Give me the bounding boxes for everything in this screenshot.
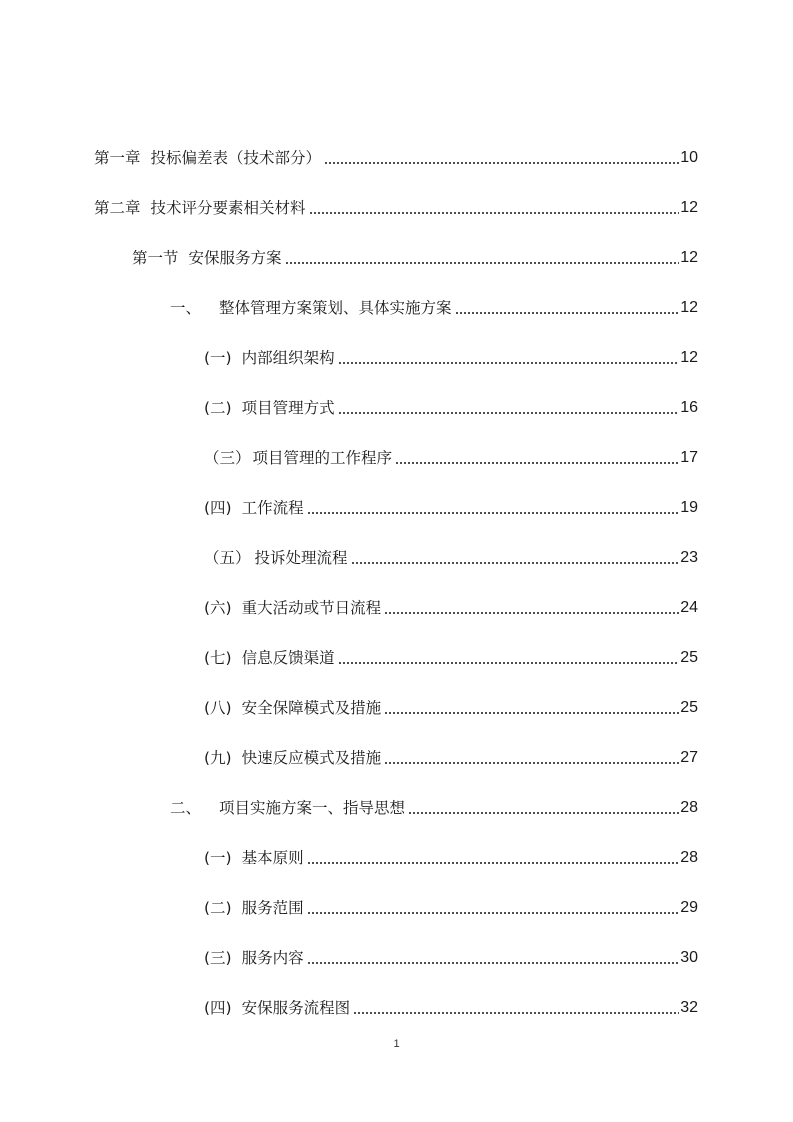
toc-entry-page: 29 (680, 899, 698, 916)
toc-entry[interactable] (204, 394, 698, 418)
toc-entry-page: 17 (680, 449, 698, 466)
toc-entry-page: 25 (680, 699, 698, 716)
toc-entry-number: （五） (204, 549, 251, 567)
dot-leader (338, 348, 680, 368)
toc-entry-number: (三) (204, 949, 232, 967)
toc-entry[interactable] (204, 894, 698, 918)
toc-entry-number: 一、 (170, 299, 202, 317)
toc-entry-number: 第一章 (94, 149, 141, 167)
toc-entry-title: 项目管理方式 (241, 399, 335, 417)
toc-entry[interactable] (204, 944, 698, 968)
toc-entry-title: 投标偏差表（技术部分） (150, 149, 322, 167)
dot-leader (309, 198, 680, 218)
toc-entry-number: (九) (204, 749, 232, 767)
dot-leader (338, 398, 680, 418)
toc-entry-page: 27 (680, 749, 698, 766)
toc-entry-title: 安全保障模式及措施 (241, 699, 382, 717)
toc-entry[interactable] (204, 744, 698, 768)
toc-entry-number: （三） (204, 449, 251, 467)
dot-leader (285, 248, 680, 268)
toc-entry-title: 项目实施方案一、指导思想 (219, 799, 406, 817)
toc-entry[interactable] (204, 344, 698, 368)
toc-entry-number: (二) (204, 399, 232, 417)
dot-leader (307, 848, 680, 868)
toc-entry-page: 19 (680, 499, 698, 516)
dot-leader (351, 548, 680, 568)
dot-leader (384, 748, 679, 768)
toc-entry-title: 项目管理的工作程序 (252, 449, 393, 467)
toc-entry-title: 快速反应模式及措施 (241, 749, 382, 767)
toc-entry-page: 12 (680, 249, 698, 266)
toc-entry-number: (二) (204, 899, 232, 917)
toc-entry-number: (四) (204, 999, 232, 1017)
toc-entry-page: 28 (680, 849, 698, 866)
toc-entry-page: 28 (680, 799, 698, 816)
toc-entry[interactable] (204, 594, 698, 618)
toc-entry-number: 第一节 (132, 249, 179, 267)
toc-entry[interactable] (204, 494, 698, 518)
dot-leader (408, 798, 679, 818)
toc-entry-page: 30 (680, 949, 698, 966)
toc-entry-page: 16 (680, 399, 698, 416)
toc-entry-page: 12 (680, 349, 698, 366)
toc-entry-number: (八) (204, 699, 232, 717)
toc-entry-page: 23 (680, 549, 698, 566)
toc-entry-title: 基本原则 (241, 849, 304, 867)
dot-leader (353, 998, 679, 1018)
toc-entry[interactable] (204, 544, 698, 568)
toc-entry-page: 24 (680, 599, 698, 616)
toc-entry-number: (一) (204, 349, 232, 367)
toc-entry-title: 安保服务方案 (188, 249, 282, 267)
toc-entry[interactable] (170, 794, 698, 818)
toc-entry-title: 整体管理方案策划、具体实施方案 (219, 299, 452, 317)
toc-entry[interactable] (94, 144, 698, 168)
toc-entry-title: 重大活动或节日流程 (241, 599, 382, 617)
toc-entry[interactable] (204, 444, 698, 468)
toc-entry-number: (四) (204, 499, 232, 517)
toc-entry-title: 投诉处理流程 (254, 549, 348, 567)
dot-leader (307, 948, 680, 968)
toc-entry[interactable] (204, 644, 698, 668)
toc-entry-title: 内部组织架构 (241, 349, 335, 367)
toc-entry[interactable] (94, 194, 698, 218)
dot-leader (384, 598, 679, 618)
toc-entry-number: (七) (204, 649, 232, 667)
dot-leader (307, 498, 680, 518)
toc-entry-title: 技术评分要素相关材料 (150, 199, 306, 217)
toc-entry[interactable] (204, 694, 698, 718)
toc-entry[interactable] (204, 844, 698, 868)
toc-entry-number: 第二章 (94, 199, 141, 217)
toc-entry-page: 32 (680, 999, 698, 1016)
toc-entry-title: 服务范围 (241, 899, 304, 917)
toc-entry-page: 12 (680, 199, 698, 216)
toc-entry-title: 工作流程 (241, 499, 304, 517)
toc-entry-number: (六) (204, 599, 232, 617)
toc-entry-page: 10 (680, 149, 698, 166)
toc-entry-number: 二、 (170, 799, 202, 817)
toc-entry[interactable] (170, 294, 698, 318)
toc-entry-title: 安保服务流程图 (241, 999, 351, 1017)
toc-entry-page: 25 (680, 649, 698, 666)
toc-entry-title: 信息反馈渠道 (241, 649, 335, 667)
toc-entry[interactable] (204, 994, 698, 1018)
dot-leader (324, 148, 679, 168)
dot-leader (455, 298, 680, 318)
dot-leader (307, 898, 680, 918)
toc-entry-title: 服务内容 (241, 949, 304, 967)
dot-leader (395, 448, 679, 468)
toc-entry[interactable] (132, 244, 698, 268)
page-number: 1 (393, 1038, 400, 1050)
toc-entry-number: (一) (204, 849, 232, 867)
dot-leader (384, 698, 679, 718)
dot-leader (338, 648, 680, 668)
toc-entry-page: 12 (680, 299, 698, 316)
